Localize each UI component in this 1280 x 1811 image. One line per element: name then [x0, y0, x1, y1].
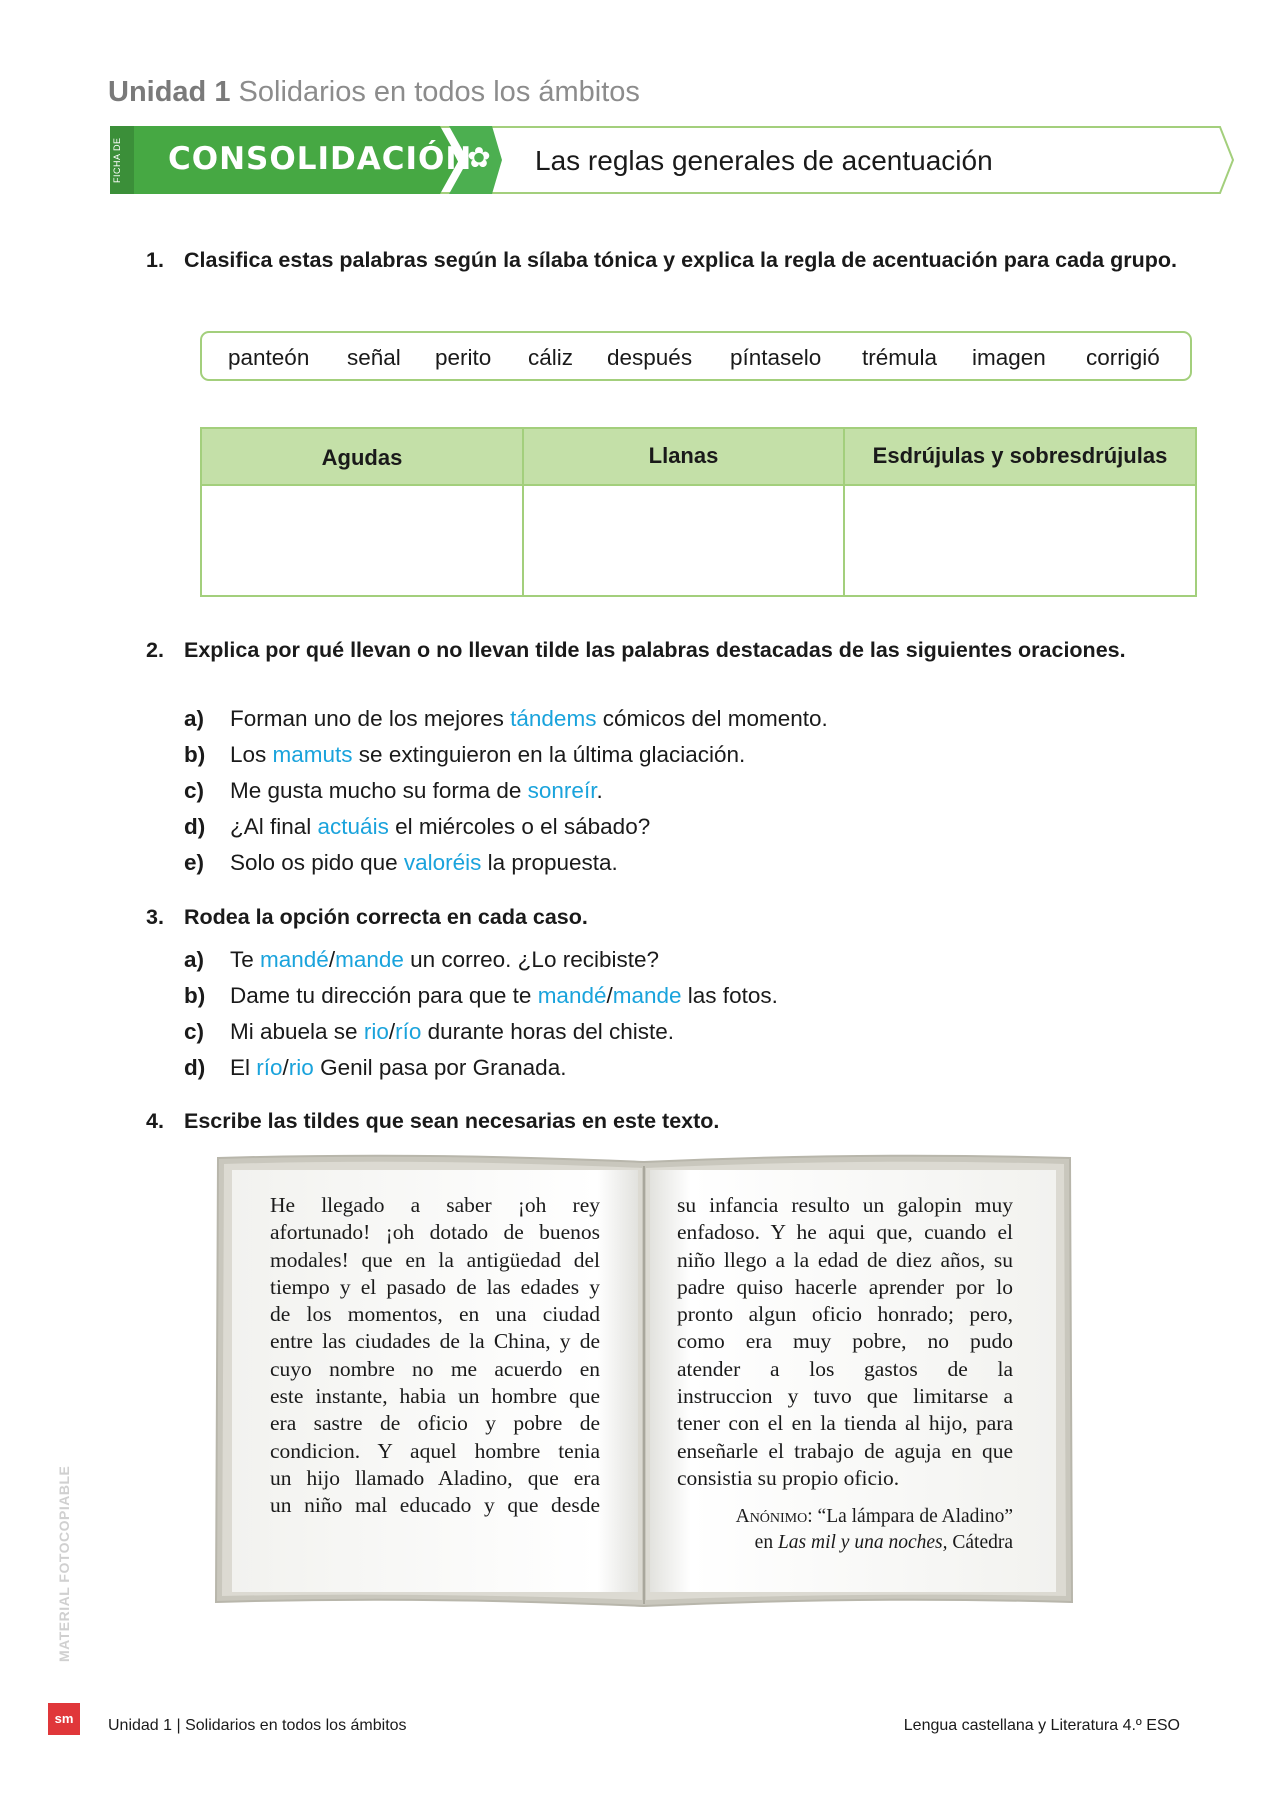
ficha-label: FICHA DE	[112, 137, 122, 183]
item-text: Mi abuela se	[230, 1019, 364, 1044]
column-header-agudas: Agudas	[321, 445, 403, 470]
item-text: Genil pasa por Granada.	[313, 1055, 567, 1080]
item-letter: a)	[184, 706, 205, 731]
question-4	[146, 1108, 1196, 1138]
word: corrigió	[1086, 345, 1160, 370]
option-2[interactable]: mande	[612, 983, 682, 1008]
option-1[interactable]: mandé	[537, 983, 607, 1008]
item-letter: d)	[184, 1055, 206, 1080]
word: imagen	[972, 345, 1046, 370]
separator: /	[282, 1055, 289, 1080]
answer-cell-agudas[interactable]	[202, 486, 522, 595]
item-letter: a)	[184, 947, 205, 972]
text-line: tener con el en la tienda al hijo, para	[677, 1411, 1013, 1436]
text-line: como era muy pobre, no pudo	[677, 1329, 1013, 1354]
photocopiable-label: MATERIAL FOTOCOPIABLE	[56, 1465, 72, 1663]
text-line: de los momentos, en una ciudad	[270, 1302, 600, 1327]
item-text: un correo. ¿Lo recibiste?	[403, 947, 659, 972]
item-text: el miércoles o el sábado?	[388, 814, 651, 839]
item-text: durante horas del chiste.	[421, 1019, 675, 1044]
question-text: Clasifica estas palabras según la sílaba tónica y explica la regla de acentuación para cada grupo.	[184, 248, 1177, 272]
column-header-esdrujulas: Esdrújulas y sobresdrújulas	[872, 443, 1168, 468]
option-1[interactable]: rio	[363, 1019, 389, 1044]
item-text: la propuesta.	[481, 850, 618, 875]
text-line: modales! que en la antigüedad del	[270, 1247, 600, 1272]
item-text: ¿Al final	[230, 814, 318, 839]
text-line: condicion. Y aquel hombre tenia	[270, 1438, 600, 1463]
item-text: El	[230, 1055, 257, 1080]
credit-text: en	[754, 1532, 774, 1553]
question-number: 3.	[146, 905, 164, 929]
word: trémula	[862, 345, 938, 370]
question-2	[146, 637, 1196, 697]
item-text: cómicos del momento.	[596, 706, 828, 731]
classification-table	[200, 427, 1197, 597]
question-number: 1.	[146, 248, 164, 272]
text-line: su infancia resulto un galopin muy	[677, 1193, 1013, 1217]
text-line: instruccion y tuvo que limitarse a	[677, 1384, 1013, 1409]
unit-heading	[108, 76, 640, 109]
answer-cell-esdrujulas[interactable]	[845, 486, 1195, 595]
text-line: era sastre de oficio y pobre de	[270, 1411, 600, 1436]
text-line: entre las ciudades de la China, y de	[270, 1329, 600, 1354]
option-2[interactable]: mande	[335, 947, 404, 972]
text-line: pronto algun oficio honrado; pero,	[677, 1302, 1013, 1327]
separator: /	[606, 983, 613, 1008]
column-header-llanas: Llanas	[648, 443, 719, 468]
text-line: enseñarle el trabajo de aguja en que	[677, 1438, 1013, 1463]
word: después	[607, 345, 693, 370]
item-text: .	[596, 778, 603, 803]
item-letter: e)	[184, 850, 205, 875]
item-letter: c)	[184, 778, 205, 803]
text-line: un hijo llamado Aladino, que era	[270, 1465, 600, 1490]
text-line: este instante, habia un hombre que	[270, 1384, 600, 1409]
highlighted-word: sonreír	[527, 778, 597, 803]
highlighted-word: valoréis	[403, 850, 482, 875]
footer-unit: Unidad 1 | Solidarios en todos los ámbitos	[108, 1717, 407, 1734]
book-page-right	[677, 1192, 1013, 1492]
item-letter: d)	[184, 814, 206, 839]
word: señal	[347, 345, 401, 370]
item-letter: c)	[184, 1019, 205, 1044]
footer-subject: Lengua castellana y Literatura 4.º ESO	[903, 1717, 1180, 1734]
item-letter: b)	[184, 983, 206, 1008]
credit-publisher: Cátedra	[952, 1532, 1013, 1553]
credit-title: “La lámpara de Aladino”	[817, 1506, 1013, 1527]
text-line: cuyo nombre no me acuerdo en	[270, 1356, 600, 1381]
highlighted-word: actuáis	[317, 814, 389, 839]
gear-icon: ✿	[467, 142, 491, 173]
word: píntaselo	[730, 345, 822, 370]
question-text: Escribe las tildes que sean necesarias en este texto.	[184, 1109, 720, 1133]
text-line: tiempo y el pasado de las edades y	[270, 1274, 600, 1299]
book-page-left	[270, 1192, 600, 1520]
answer-cell-llanas[interactable]	[524, 486, 843, 595]
word-box	[200, 331, 1192, 381]
unit-label: Unidad 1	[108, 76, 231, 108]
text-line: consistia su propio oficio.	[677, 1465, 900, 1490]
unit-title: Solidarios en todos los ámbitos	[238, 76, 640, 108]
text-line: atender a los gastos de la	[677, 1356, 1013, 1381]
item-text: se extinguieron en la última glaciación.	[352, 742, 746, 767]
item-text: Los	[230, 742, 273, 767]
text-line: un niño mal educado y que desde	[270, 1493, 600, 1518]
item-text: las fotos.	[681, 983, 778, 1008]
item-text: Dame tu dirección para que te	[230, 983, 538, 1008]
item-text: Forman uno de los mejores	[230, 706, 511, 731]
page-title: Las reglas generales de acentuación	[535, 145, 993, 176]
question-3	[146, 904, 1196, 934]
word: cáliz	[528, 345, 574, 370]
text-line: afortunado! ¡oh dotado de buenos	[270, 1220, 600, 1245]
highlighted-word: tándems	[510, 706, 597, 731]
question-number: 4.	[146, 1109, 164, 1133]
text-line: padre quiso hacerle aprender por lo	[677, 1274, 1013, 1299]
separator: /	[388, 1019, 396, 1044]
item-text: Solo os pido que	[230, 850, 404, 875]
question-1	[146, 247, 1196, 307]
word: panteón	[228, 345, 310, 370]
item-letter: b)	[184, 742, 206, 767]
question-number: 2.	[146, 638, 164, 662]
book-credit	[640, 1504, 1013, 1556]
separator: /	[328, 947, 336, 972]
highlighted-word: mamuts	[272, 742, 353, 767]
question-text: Rodea la opción correcta en cada caso.	[184, 905, 588, 929]
text-line: He llegado a saber ¡oh rey	[270, 1193, 600, 1217]
option-2[interactable]: río	[395, 1019, 422, 1044]
item-text: Te	[230, 947, 261, 972]
option-2[interactable]: rio	[288, 1055, 314, 1080]
credit-book: Las mil y una noches,	[777, 1532, 948, 1553]
option-1[interactable]: mandé	[260, 947, 329, 972]
credit-author: Anónimo:	[735, 1506, 813, 1527]
question-text: Explica por qué llevan o no llevan tilde las palabras destacadas de las siguientes oraciones.	[184, 638, 1126, 662]
text-line: niño llego a la edad de diez años, su	[677, 1247, 1013, 1272]
publisher-logo: sm	[48, 1703, 80, 1735]
option-1[interactable]: río	[256, 1055, 283, 1080]
section-label: CONSOLIDACIÓN	[168, 141, 473, 177]
word: perito	[435, 345, 492, 370]
text-line: enfadoso. Y he aqui que, cuando el	[677, 1220, 1013, 1245]
item-text: Me gusta mucho su forma de	[230, 778, 528, 803]
